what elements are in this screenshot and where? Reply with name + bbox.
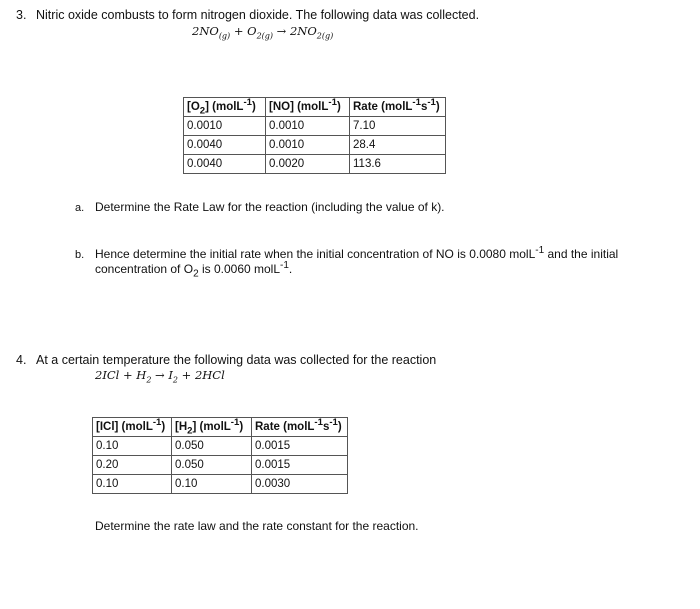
part-b-line-2: concentration of $O_2$ is 0.0060 molL$^{-1}$. [95,260,293,280]
part-b-line-1: Hence determine the initial rate when the initial concentration of NO is 0.0080 molL$^{-1}$ and the initial [95,245,619,261]
table-cell: 0.0010 [266,136,350,155]
column-header-o2: $[O_2]$ (molL$^{-1}$) [184,98,266,117]
question-4-instruction: Determine the rate law and the rate constant for the reaction. [95,519,419,533]
column-header-h2: $[H_2]$ (molL$^{-1}$) [172,418,252,437]
table-cell: 0.10 [93,475,172,494]
table-row [93,456,348,475]
table-cell: 0.0040 [184,136,266,155]
question-3-text: Nitric oxide combusts to form nitrogen dioxide. The following data was collected. [36,8,480,22]
part-b-label: b. [75,249,85,261]
table-header-row [93,418,348,437]
table-cell: 0.050 [172,437,252,456]
column-header-icl: [ICl] (molL$^{-1}$) [93,418,172,437]
table-row [93,437,348,456]
column-header-no: [NO] (molL$^{-1}$) [266,98,350,117]
table-header-row [184,98,446,117]
table-cell: 0.10 [93,437,172,456]
table-cell: 0.0030 [252,475,348,494]
table-cell: 28.4 [350,136,446,155]
table-cell: 0.0015 [252,437,348,456]
question-4-text: At a certain temperature the following data was collected for the reaction [36,353,437,367]
table-row [184,136,446,155]
column-header-rate: Rate $(molL^{-1}s^{-1})$ [350,98,446,117]
table-cell: 0.0015 [252,456,348,475]
table-cell: 0.0010 [266,117,350,136]
part-a-text: Determine the Rate Law for the reaction (including the value of k). [95,200,445,214]
question-3-equation: $2NO_{(g)} + O_{2(g)} \to 2NO_{2(g)}$ [192,24,334,41]
question-4-data-table [92,417,348,494]
column-header-rate: Rate $(molL^{-1}s^{-1})$ [252,418,348,437]
part-a-label: a. [75,202,85,214]
table-row [184,117,446,136]
table-cell: 7.10 [350,117,446,136]
question-3-number: 3. [16,8,27,22]
table-cell: 113.6 [350,155,446,174]
table-cell: 0.0020 [266,155,350,174]
table-cell: 0.0040 [184,155,266,174]
table-row [184,155,446,174]
table-cell: 0.0010 [184,117,266,136]
question-3-data-table [183,97,446,174]
table-row [93,475,348,494]
question-4-number: 4. [16,353,27,367]
part-b-text [95,245,655,280]
table-cell: 0.050 [172,456,252,475]
table-cell: 0.10 [172,475,252,494]
table-cell: 0.20 [93,456,172,475]
question-4-equation: $2ICl + H_2 \to I_2 + 2HCl$ [95,368,225,385]
